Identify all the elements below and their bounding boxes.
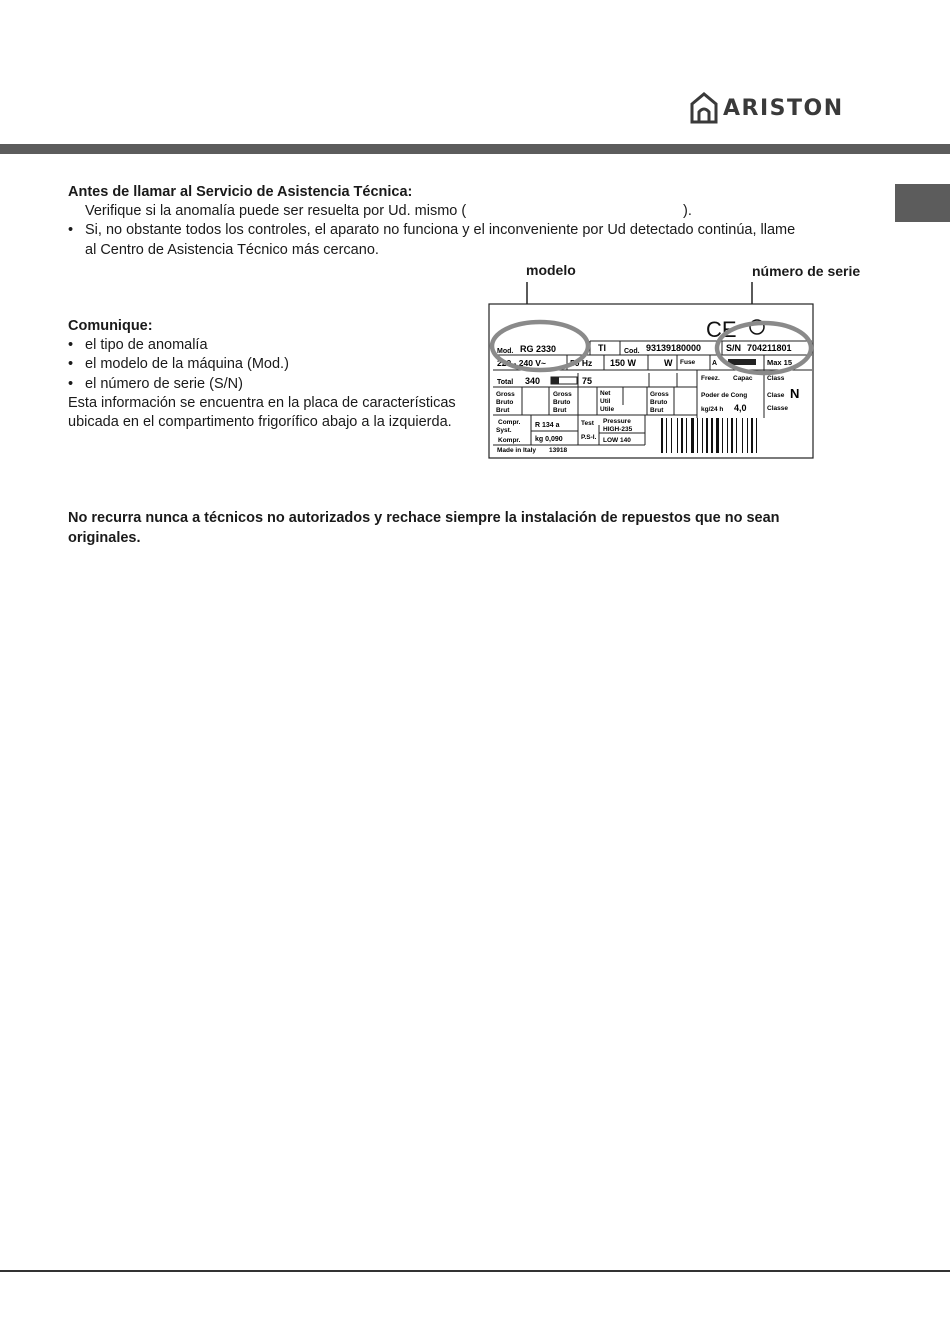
- barcode-bar: [716, 418, 719, 453]
- list-item: • el número de serie (S/N): [85, 375, 243, 395]
- brand-logo: [690, 92, 844, 124]
- plate-text: Class: [767, 375, 785, 382]
- plate-text: Freez.: [701, 375, 720, 382]
- plate-text: LOW 140: [603, 437, 631, 444]
- plate-text: Bruto: [553, 399, 571, 406]
- bullet-text-cont: al Centro de Asistencia Técnico más cercano.: [85, 242, 379, 258]
- barcode-bar: [731, 418, 733, 453]
- house-logo-icon: [690, 92, 718, 124]
- barcode-bar: [666, 418, 667, 453]
- plate-text: Net: [600, 390, 611, 397]
- plate-text: 13918: [549, 447, 568, 454]
- list-item: • el modelo de la máquina (Mod.): [85, 355, 289, 375]
- warning-text: No recurra nunca a técnicos no autorizados y rechace siempre la instalación de repuestos que no sean: [68, 510, 780, 526]
- barcode-bar: [742, 418, 743, 453]
- plate-text: W: [664, 358, 673, 368]
- callout-serial: número de serie: [752, 263, 861, 279]
- barcode-bar: [671, 418, 672, 453]
- barcode-bar: [661, 418, 663, 453]
- header-bar: [0, 144, 950, 154]
- barcode-bar: [727, 418, 728, 453]
- plate-text: Brut: [553, 407, 567, 414]
- barcode-bar: [751, 418, 753, 453]
- plate-text: N: [790, 386, 800, 401]
- plate-text: 50 Hz: [570, 358, 593, 368]
- barcode-bar: [711, 418, 713, 453]
- barcode-bar: [686, 418, 687, 453]
- plate-text: Util: [600, 398, 611, 405]
- barcode-bar: [691, 418, 694, 453]
- plate-text: Total: [497, 379, 514, 386]
- plate-text: Gross: [650, 391, 669, 398]
- brand-name: ARISTON: [723, 95, 844, 121]
- info-text-cont: ubicada en el compartimento frigorífico abajo a la izquierda.: [68, 414, 452, 430]
- plate-text: Tl: [598, 343, 606, 353]
- plate-text: R 134 a: [535, 422, 560, 429]
- barcode-bar: [677, 418, 678, 453]
- plate-text: Brut: [496, 407, 510, 414]
- plate-text: Classe: [767, 405, 788, 412]
- language-tab: [895, 184, 950, 222]
- plate-text: 93139180000: [646, 343, 702, 353]
- plate-text: 150 W: [610, 358, 637, 368]
- warning-text-cont: originales.: [68, 530, 141, 546]
- callout-model: modelo: [526, 262, 576, 278]
- plate-text: 220 - 240 V~: [497, 358, 546, 368]
- plate-text: Bruto: [650, 399, 668, 406]
- plate-text: 704211801: [747, 343, 792, 353]
- ce-mark: CE: [706, 317, 737, 342]
- plate-text: Brut: [650, 407, 664, 414]
- info-text: Esta información se encuentra en la placa de características: [68, 395, 456, 411]
- plate-text: 4,0: [734, 403, 747, 413]
- plate-text: Pressure: [603, 418, 631, 425]
- plate-text: Clase: [767, 392, 785, 399]
- plate-text: S/N: [726, 343, 742, 353]
- barcode-bar: [702, 418, 703, 453]
- plate-text: Poder de Cong: [701, 392, 748, 399]
- footer-rule: [0, 1270, 950, 1272]
- bullet-text: • Si, no obstante todos los controles, el aparato no funciona y el inconveniente por Ud detectado continúa, llame: [85, 221, 795, 241]
- plate-text: Gross: [496, 391, 515, 398]
- section-heading-assistance: Antes de llamar al Servicio de Asistencia Técnica:: [68, 184, 413, 200]
- rating-plate-illustration: [465, 280, 835, 470]
- plate-text: Kompr.: [498, 437, 521, 444]
- plate-text: A: [712, 360, 718, 367]
- plate-text: Test: [581, 420, 594, 427]
- plate-text: P.S-I.: [581, 434, 597, 441]
- plate-text: Capac: [733, 375, 753, 382]
- plate-text: 75: [582, 376, 593, 386]
- plate-text: Max 15: [767, 358, 793, 367]
- barcode-bar: [697, 418, 698, 453]
- plate-text: HIGH-235: [603, 426, 633, 433]
- verify-text-end: ).: [683, 203, 692, 219]
- barcode-bar: [706, 418, 708, 453]
- plate-text: Bruto: [496, 399, 514, 406]
- barcode-bar: [747, 418, 748, 453]
- plate-text: 340: [525, 376, 541, 386]
- plate-text: kg 0,090: [535, 436, 563, 443]
- plate-text: Cod.: [624, 348, 640, 355]
- plate-text: Compr.: [498, 419, 521, 426]
- plate-text: Gross: [553, 391, 572, 398]
- plate-text: Made in Italy: [497, 447, 537, 454]
- barcode-bar: [681, 418, 683, 453]
- plate-text: Utile: [600, 406, 615, 413]
- plate-text: Mod.: [497, 348, 514, 355]
- barcode-bar: [736, 418, 737, 453]
- section-heading-communicate: Comunique:: [68, 318, 153, 334]
- plate-text: kg/24 h: [701, 406, 724, 413]
- verify-text: Verifique si la anomalía puede ser resuelta por Ud. mismo (: [85, 203, 467, 219]
- barcode-bar: [722, 418, 723, 453]
- barcode-bar: [756, 418, 757, 453]
- plate-text: RG 2330: [520, 344, 557, 354]
- list-item: • el tipo de anomalía: [85, 336, 208, 356]
- plate-text: Syst.: [496, 427, 512, 434]
- plate-text: Fuse: [680, 359, 696, 366]
